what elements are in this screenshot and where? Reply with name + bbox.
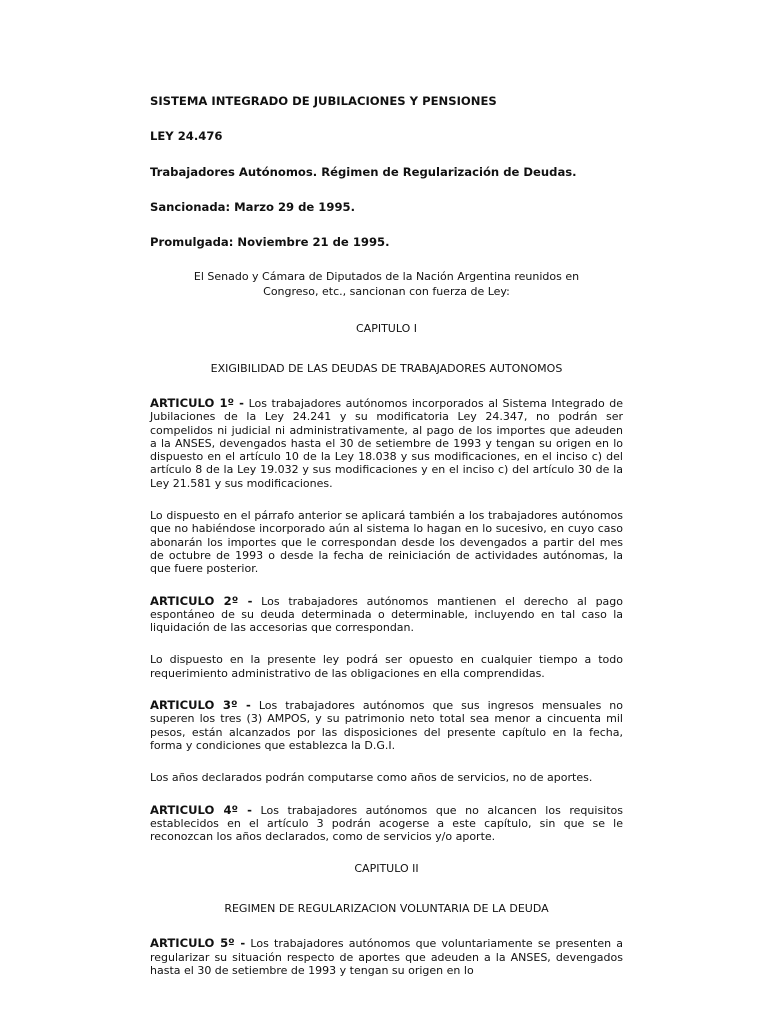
article-3 xyxy=(150,699,623,752)
article-3-text: Los trabajadores autónomos que sus ingresos mensuales no superen los tres (3) AMPOS, y su patrimonio neto total sea menor a cincuenta mil pesos, están alcanzados por las disposiciones del presente capítulo en la fecha, forma y condiciones que establezca la D.G.I. xyxy=(150,699,623,752)
article-1 xyxy=(150,397,623,490)
article-2-label: ARTICULO 2º - xyxy=(150,593,253,608)
article-2 xyxy=(150,595,623,635)
article-5 xyxy=(150,937,623,977)
chapter-2-label: CAPITULO II xyxy=(354,862,419,876)
article-3-paragraph-2: Los años declarados podrán computarse como años de servicios, no de aportes. xyxy=(150,771,593,785)
promulgation-date: Promulgada: Noviembre 21 de 1995. xyxy=(150,235,390,249)
article-3-label: ARTICULO 3º - xyxy=(150,698,251,713)
law-number: LEY 24.476 xyxy=(150,129,223,143)
article-2-text: Los trabajadores autónomos mantienen el derecho al pago espontáneo de su deuda determinada o determinable, incluyendo en tal caso la liquidación de las accesorias que correspondan. xyxy=(150,594,623,635)
article-1-paragraph-2: Lo dispuesto en el párrafo anterior se aplicará también a los trabajadores autónomos que no habiéndose incorporado aún al sistema lo hagan en lo sucesivo, en cuyo caso abonarán los importes que le correspondan desde los devengados a partir del mes de octubre de 1993 o desde la fecha de reiniciación de actividades autónomas, la que fuere posterior. xyxy=(150,509,623,576)
article-4-label: ARTICULO 4º - xyxy=(150,802,252,817)
enactment-line-2: Congreso, etc., sancionan con fuerza de Ley: xyxy=(263,284,510,298)
article-2-paragraph-2: Lo dispuesto en la presente ley podrá ser opuesto en cualquier tiempo a todo requerimiento administrativo de las obligaciones en ella comprendidas. xyxy=(150,653,623,680)
article-1-label: ARTICULO 1º - xyxy=(150,396,244,410)
article-5-label: ARTICULO 5º - xyxy=(150,936,246,951)
article-4-text: Los trabajadores autónomos que no alcancen los requisitos establecidos en el artículo 3 podrán acogerse a este capítulo, sin que se le reconozcan los años declarados, como de servicios y/o aporte. xyxy=(150,803,624,844)
enactment-clause xyxy=(150,270,623,299)
law-subject: Trabajadores Autónomos. Régimen de Regularización de Deudas. xyxy=(150,165,577,179)
system-heading: SISTEMA INTEGRADO DE JUBILACIONES Y PENSIONES xyxy=(150,94,497,108)
sanction-date: Sancionada: Marzo 29 de 1995. xyxy=(150,200,355,214)
article-4 xyxy=(150,804,623,844)
chapter-1-title: EXIGIBILIDAD DE LAS DEUDAS DE TRABAJADORES AUTONOMOS xyxy=(210,361,563,375)
chapter-1-label: CAPITULO I xyxy=(356,322,417,335)
article-1-text: Los trabajadores autónomos incorporados al Sistema Integrado de Jubilaciones de la Ley 24.241 y su modificatoria Ley 24.347, no podrán ser compelidos ni judicial ni administrativamente, al pago de los importes que adeuden a la ANSES, devengados hasta el 30 de setiembre de 1993 y tengan su origen en lo dispuesto en el artículo 10 de la Ley 18.038 y sus modificaciones, en el inciso c) del artículo 8 de la Ley 19.032 y sus modificaciones y en el inciso c) del artículo 30 de la Ley 21.581 y sus modificaciones. xyxy=(150,397,624,490)
article-5-text: Los trabajadores autónomos que voluntariamente se presenten a regularizar su situación respecto de aportes que adeuden a la ANSES, devengados hasta el 30 de setiembre de 1993 y tengan su origen en lo xyxy=(150,937,624,978)
enactment-line-1: El Senado y Cámara de Diputados de la Nación Argentina reunidos en xyxy=(193,270,580,283)
document-content xyxy=(150,94,623,996)
chapter-2-title: REGIMEN DE REGULARIZACION VOLUNTARIA DE LA DEUDA xyxy=(224,901,549,915)
